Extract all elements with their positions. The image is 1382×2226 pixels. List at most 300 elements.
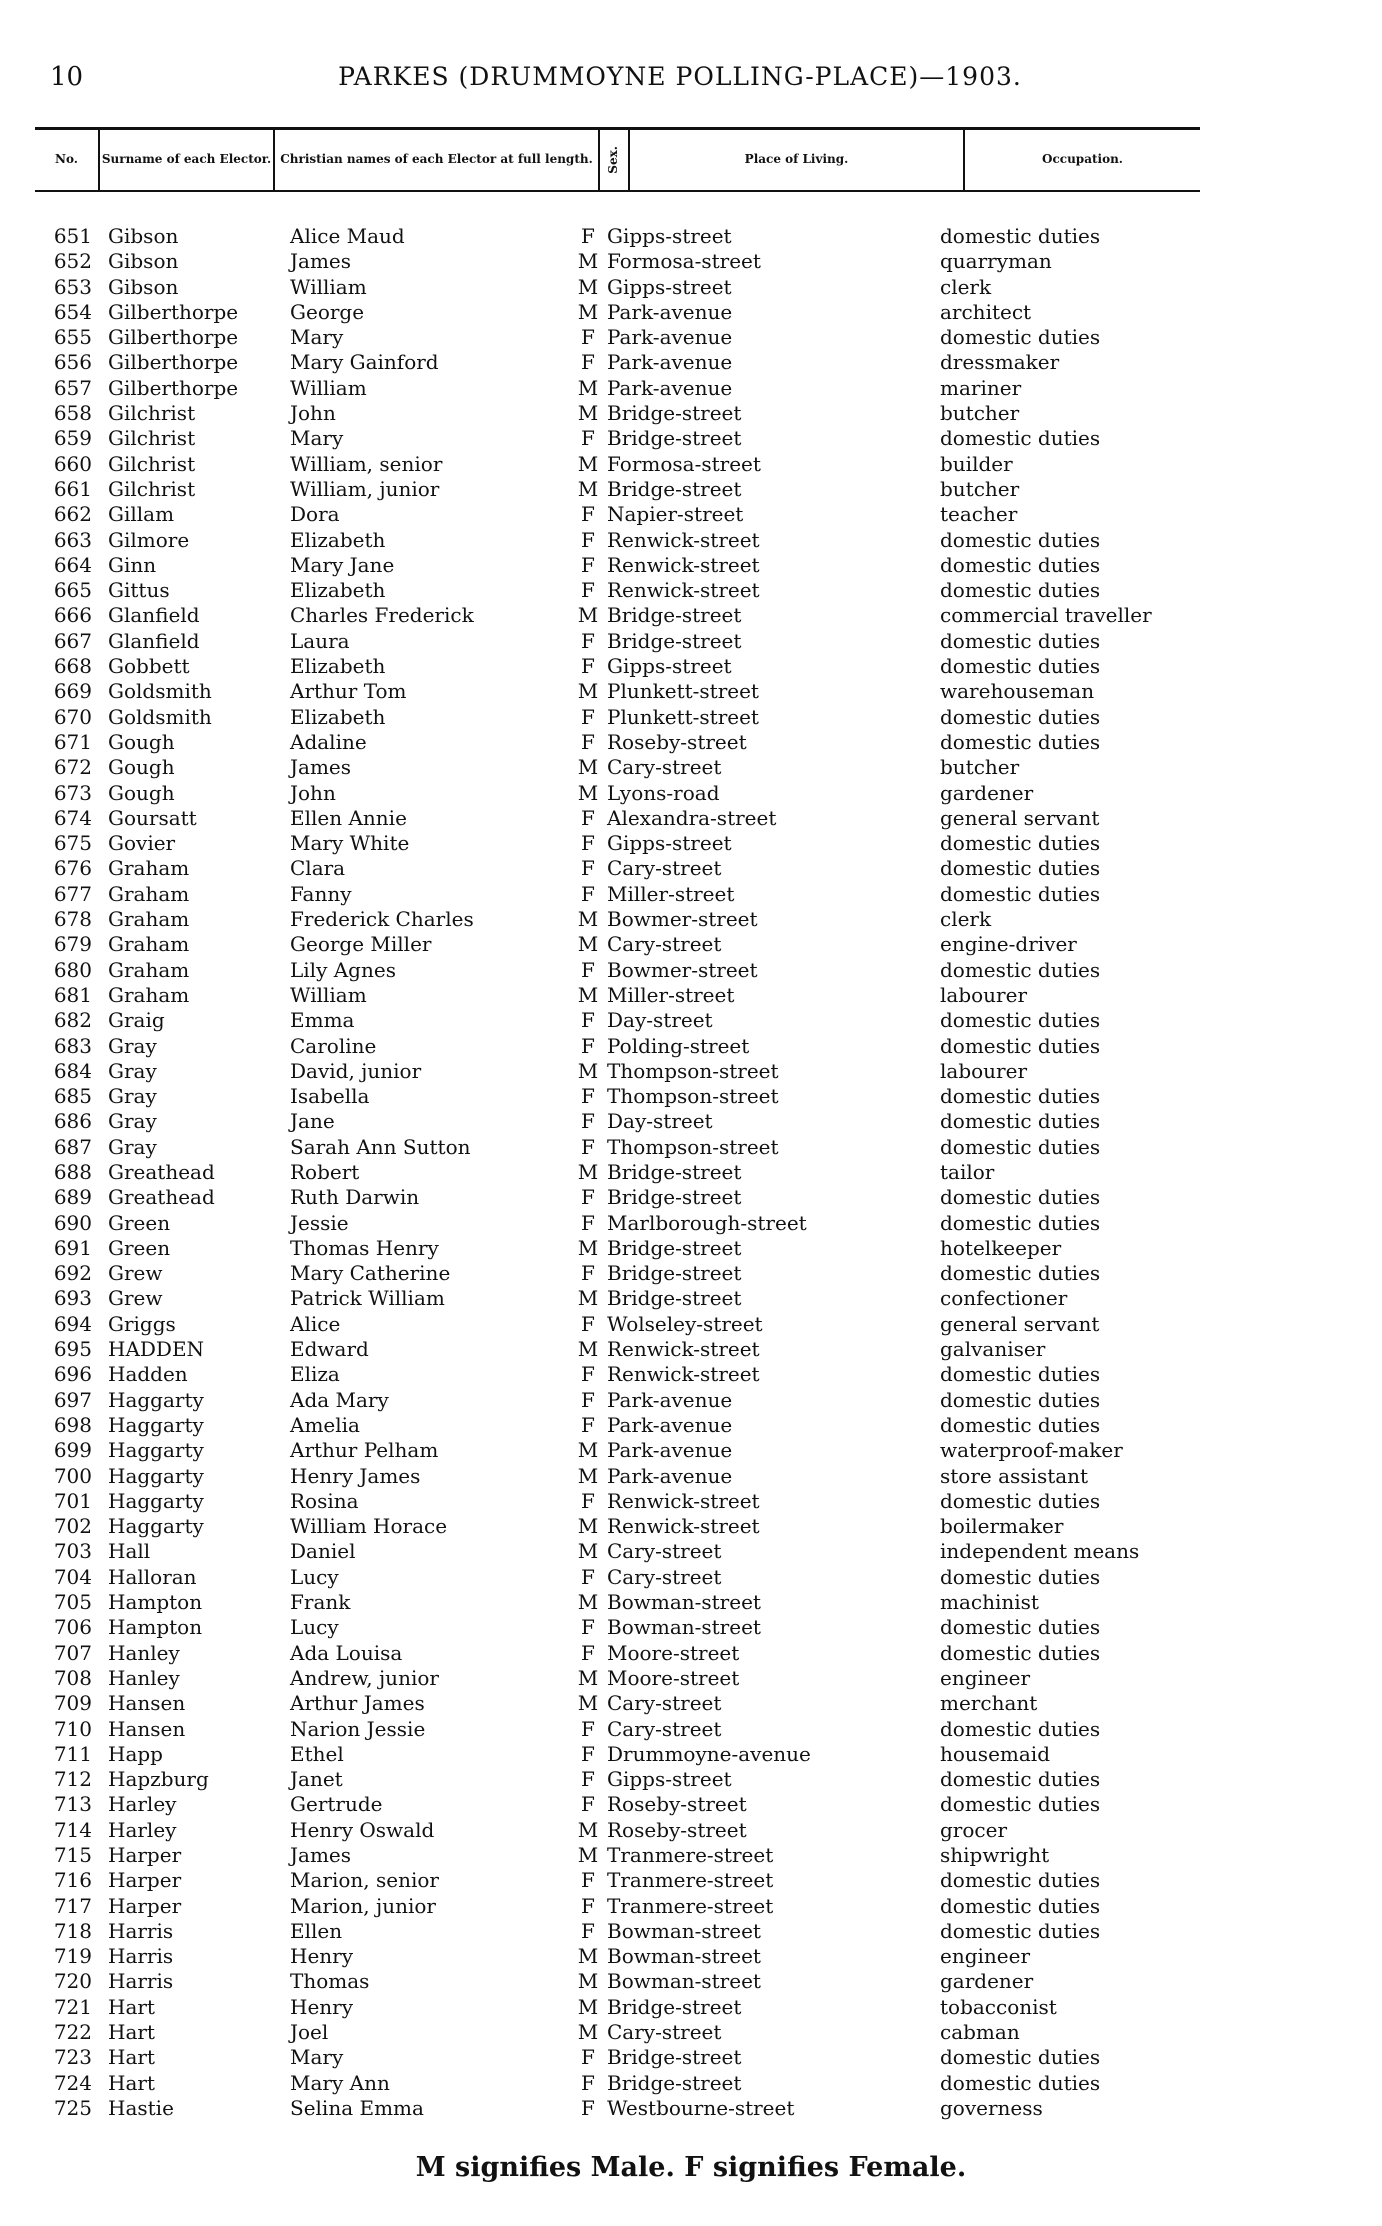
elector-occupation: domestic duties [940, 1134, 1101, 1159]
table-row [0, 325, 1382, 350]
elector-number: 661 [53, 476, 92, 501]
elector-given-names: Mary [290, 325, 344, 350]
elector-sex: F [581, 831, 595, 856]
elector-sex: M [577, 1539, 599, 1564]
elector-sex: F [581, 325, 595, 350]
elector-number: 665 [53, 578, 92, 603]
elector-occupation: engineer [940, 1665, 1031, 1690]
elector-sex: M [577, 1463, 599, 1488]
elector-number: 679 [53, 932, 92, 957]
elector-given-names: Joel [290, 2020, 329, 2045]
elector-surname: Hart [108, 2070, 155, 2095]
table-row [0, 1160, 1382, 1185]
elector-place: Gipps-street [607, 831, 732, 856]
elector-surname: Hadden [108, 1362, 188, 1387]
elector-occupation: cabman [940, 2020, 1020, 2045]
elector-place: Bridge-street [607, 628, 742, 653]
elector-occupation: domestic duties [940, 1640, 1101, 1665]
elector-given-names: Mary Jane [290, 552, 395, 577]
elector-place: Cary-street [607, 932, 722, 957]
elector-given-names: James [290, 1843, 352, 1867]
elector-place: Bridge-street [607, 2070, 742, 2095]
elector-place: Drummoyne-avenue [607, 1741, 811, 1766]
elector-given-names: Marion, senior [290, 1868, 439, 1893]
elector-given-names: Lily Agnes [290, 957, 396, 982]
elector-number: 712 [53, 1767, 92, 1792]
elector-surname: Hart [108, 2020, 155, 2045]
elector-surname: Hastie [108, 2095, 174, 2120]
elector-number: 710 [53, 1716, 92, 1741]
elector-sex: F [581, 704, 595, 729]
elector-number: 678 [53, 907, 92, 932]
elector-number: 698 [53, 1412, 92, 1437]
elector-number: 674 [53, 805, 92, 830]
elector-sex: M [577, 1969, 599, 1994]
table-row [0, 1388, 1382, 1413]
table-row [0, 1615, 1382, 1640]
elector-place: Bridge-street [607, 1159, 742, 1184]
table-row [0, 1362, 1382, 1387]
table-row [0, 1818, 1382, 1843]
elector-occupation: shipwright [940, 1843, 1050, 1867]
elector-surname: Grew [108, 1261, 163, 1286]
elector-occupation: builder [940, 451, 1013, 476]
elector-place: Thompson-street [607, 1134, 779, 1159]
elector-surname: Gilberthorpe [108, 299, 239, 324]
table-row [0, 730, 1382, 755]
elector-surname: Harris [108, 1969, 174, 1994]
elector-given-names: Gertrude [290, 1792, 383, 1817]
elector-surname: Haggarty [108, 1387, 204, 1412]
table-header [35, 127, 1200, 192]
table-row [0, 452, 1382, 477]
table-row [0, 603, 1382, 628]
table-row [0, 1919, 1382, 1944]
elector-place: Bridge-street [607, 1994, 742, 2019]
table-row [0, 2045, 1382, 2070]
elector-number: 713 [53, 1792, 92, 1817]
table-row [0, 1109, 1382, 1134]
elector-sex: F [581, 1918, 595, 1943]
elector-surname: Gray [108, 1033, 157, 1058]
elector-place: Alexandra-street [607, 805, 777, 830]
elector-given-names: Robert [290, 1159, 360, 1184]
elector-place: Bowman-street [607, 1590, 761, 1615]
elector-sex: F [581, 2045, 595, 2070]
elector-number: 724 [53, 2070, 92, 2095]
elector-surname: Halloran [108, 1564, 197, 1589]
elector-surname: Gibson [108, 249, 179, 274]
elector-surname: Greathead [108, 1159, 215, 1184]
elector-occupation: domestic duties [940, 831, 1101, 856]
elector-surname: Gilberthorpe [108, 350, 239, 375]
elector-occupation: commercial traveller [940, 603, 1152, 628]
elector-sex: F [581, 2070, 595, 2095]
elector-sex: F [581, 578, 595, 603]
elector-sex: F [581, 881, 595, 906]
table-row [0, 275, 1382, 300]
elector-place: Roseby-street [607, 729, 747, 754]
elector-sex: M [577, 476, 599, 501]
table-row [0, 1312, 1382, 1337]
elector-occupation: dressmaker [940, 350, 1060, 375]
elector-given-names: Henry [290, 1994, 354, 2019]
elector-given-names: Eliza [290, 1362, 340, 1387]
table-row [0, 1008, 1382, 1033]
elector-sex: F [581, 1008, 595, 1033]
elector-number: 656 [53, 350, 92, 375]
elector-given-names: Arthur Tom [290, 679, 407, 704]
elector-place: Park-avenue [607, 1438, 733, 1463]
elector-place: Bridge-street [607, 476, 742, 501]
elector-surname: Gray [108, 1058, 157, 1083]
elector-occupation: general servant [940, 805, 1100, 830]
elector-occupation: tailor [940, 1159, 995, 1184]
elector-place: Bowman-street [607, 1944, 761, 1969]
elector-surname: Ginn [108, 552, 157, 577]
table-row [0, 553, 1382, 578]
elector-surname: Harper [108, 1868, 182, 1893]
elector-place: Bowman-street [607, 1969, 761, 1994]
elector-given-names: Arthur Pelham [290, 1438, 439, 1463]
elector-place: Renwick-street [607, 1514, 760, 1539]
table-row [0, 578, 1382, 603]
elector-occupation: domestic duties [940, 729, 1101, 754]
elector-place: Park-avenue [607, 1463, 733, 1488]
elector-occupation: grocer [940, 1817, 1008, 1842]
elector-given-names: Amelia [290, 1412, 360, 1437]
elector-occupation: domestic duties [940, 1868, 1101, 1893]
elector-given-names: Ada Louisa [290, 1640, 403, 1665]
table-row [0, 755, 1382, 780]
elector-given-names: David, junior [290, 1058, 422, 1083]
elector-given-names: Janet [290, 1767, 343, 1792]
elector-number: 687 [53, 1134, 92, 1159]
elector-sex: F [581, 1109, 595, 1134]
elector-number: 706 [53, 1615, 92, 1640]
elector-number: 693 [53, 1286, 92, 1311]
table-row [0, 831, 1382, 856]
elector-number: 688 [53, 1159, 92, 1184]
elector-given-names: Andrew, junior [290, 1665, 439, 1690]
elector-number: 709 [53, 1691, 92, 1716]
elector-given-names: Thomas Henry [290, 1235, 439, 1260]
elector-occupation: galvaniser [940, 1337, 1046, 1362]
elector-sex: M [577, 780, 599, 805]
elector-surname: Graham [108, 957, 190, 982]
elector-given-names: Isabella [290, 1084, 370, 1109]
elector-given-names: Dora [290, 502, 340, 527]
elector-number: 663 [53, 527, 92, 552]
elector-surname: Graig [108, 1008, 165, 1033]
elector-surname: Hansen [108, 1716, 186, 1741]
elector-occupation: engineer [940, 1944, 1031, 1969]
elector-surname: Griggs [108, 1311, 176, 1336]
table-row [0, 502, 1382, 527]
elector-given-names: Frederick Charles [290, 907, 474, 932]
elector-occupation: domestic duties [940, 1033, 1101, 1058]
elector-place: Renwick-street [607, 1362, 760, 1387]
elector-number: 685 [53, 1084, 92, 1109]
table-row [0, 249, 1382, 274]
elector-sex: M [577, 932, 599, 957]
elector-place: Day-street [607, 1008, 713, 1033]
table-row [0, 1413, 1382, 1438]
table-row [0, 1717, 1382, 1742]
elector-number: 722 [53, 2020, 92, 2045]
elector-sex: M [577, 1590, 599, 1615]
elector-place: Thompson-street [607, 1058, 779, 1083]
elector-number: 696 [53, 1362, 92, 1387]
elector-sex: F [581, 224, 595, 248]
table-row [0, 1514, 1382, 1539]
elector-sex: F [581, 1716, 595, 1741]
elector-given-names: Henry James [290, 1463, 421, 1488]
table-row [0, 856, 1382, 881]
elector-number: 707 [53, 1640, 92, 1665]
elector-sex: F [581, 957, 595, 982]
elector-surname: Goldsmith [108, 679, 212, 704]
elector-surname: Hampton [108, 1615, 203, 1640]
elector-sex: M [577, 1235, 599, 1260]
elector-given-names: Arthur James [290, 1691, 425, 1716]
elector-place: Tranmere-street [607, 1893, 774, 1918]
elector-place: Miller-street [607, 982, 735, 1007]
table-row [0, 1489, 1382, 1514]
elector-sex: M [577, 249, 599, 274]
elector-occupation: domestic duties [940, 1716, 1101, 1741]
elector-surname: Haggarty [108, 1514, 204, 1539]
elector-occupation: domestic duties [940, 1767, 1101, 1792]
elector-occupation: engine-driver [940, 932, 1077, 957]
elector-number: 719 [53, 1944, 92, 1969]
elector-given-names: William, senior [290, 451, 443, 476]
elector-occupation: domestic duties [940, 1362, 1101, 1387]
table-row [0, 1211, 1382, 1236]
elector-surname: Gibson [108, 224, 179, 248]
elector-sex: M [577, 299, 599, 324]
elector-surname: Haggarty [108, 1438, 204, 1463]
elector-place: Renwick-street [607, 1337, 760, 1362]
elector-surname: Glanfield [108, 603, 200, 628]
elector-given-names: Ruth Darwin [290, 1185, 420, 1210]
elector-occupation: tobacconist [940, 1994, 1057, 2019]
elector-given-names: Narion Jessie [290, 1716, 426, 1741]
table-row [0, 1286, 1382, 1311]
elector-surname: Hansen [108, 1691, 186, 1716]
elector-number: 672 [53, 755, 92, 780]
elector-place: Moore-street [607, 1640, 740, 1665]
elector-surname: Goldsmith [108, 704, 212, 729]
table-row [0, 907, 1382, 932]
table-row [0, 932, 1382, 957]
elector-place: Roseby-street [607, 1817, 747, 1842]
elector-number: 704 [53, 1564, 92, 1589]
table-row [0, 806, 1382, 831]
elector-number: 680 [53, 957, 92, 982]
elector-surname: Greathead [108, 1185, 215, 1210]
elector-occupation: domestic duties [940, 1893, 1101, 1918]
elector-surname: Gibson [108, 274, 179, 299]
elector-surname: Gray [108, 1084, 157, 1109]
elector-surname: Gilberthorpe [108, 375, 239, 400]
page-number: 10 [50, 62, 84, 92]
table-row [0, 1261, 1382, 1286]
elector-sex: M [577, 2020, 599, 2045]
elector-number: 670 [53, 704, 92, 729]
elector-place: Marlborough-street [607, 1210, 807, 1235]
elector-surname: Haggarty [108, 1488, 204, 1513]
table-row [0, 376, 1382, 401]
elector-given-names: Selina Emma [290, 2095, 424, 2120]
elector-sex: F [581, 1185, 595, 1210]
elector-number: 703 [53, 1539, 92, 1564]
table-row [0, 882, 1382, 907]
elector-occupation: machinist [940, 1590, 1039, 1615]
elector-number: 658 [53, 401, 92, 426]
table-row [0, 679, 1382, 704]
elector-occupation: domestic duties [940, 1109, 1101, 1134]
elector-sex: F [581, 1564, 595, 1589]
elector-given-names: Edward [290, 1337, 369, 1362]
elector-number: 664 [53, 552, 92, 577]
elector-surname: Harris [108, 1918, 174, 1943]
elector-surname: Hart [108, 1994, 155, 2019]
elector-place: Park-avenue [607, 299, 733, 324]
elector-occupation: domestic duties [940, 1261, 1101, 1286]
elector-given-names: Elizabeth [290, 578, 386, 603]
elector-place: Bowmer-street [607, 907, 758, 932]
elector-surname: Green [108, 1235, 171, 1260]
elector-occupation: domestic duties [940, 1412, 1101, 1437]
elector-number: 716 [53, 1868, 92, 1893]
elector-surname: Gilchrist [108, 451, 196, 476]
elector-occupation: store assistant [940, 1463, 1089, 1488]
elector-number: 662 [53, 502, 92, 527]
elector-number: 692 [53, 1261, 92, 1286]
table-row [0, 1995, 1382, 2020]
elector-number: 657 [53, 375, 92, 400]
table-row [0, 1590, 1382, 1615]
table-row [0, 2020, 1382, 2045]
elector-occupation: housemaid [940, 1741, 1050, 1766]
column-header-surname: Surname of each Elector. [100, 130, 275, 190]
elector-occupation: gardener [940, 1969, 1034, 1994]
elector-place: Cary-street [607, 1539, 722, 1564]
elector-occupation: domestic duties [940, 552, 1101, 577]
elector-occupation: domestic duties [940, 2070, 1101, 2095]
elector-number: 660 [53, 451, 92, 476]
elector-number: 684 [53, 1058, 92, 1083]
elector-place: Plunkett-street [607, 679, 759, 704]
elector-sex: F [581, 654, 595, 679]
elector-number: 655 [53, 325, 92, 350]
elector-given-names: William [290, 982, 367, 1007]
elector-given-names: Henry Oswald [290, 1817, 435, 1842]
elector-number: 690 [53, 1210, 92, 1235]
elector-surname: Gillam [108, 502, 175, 527]
column-header-occupation: Occupation. [1042, 152, 1123, 167]
elector-place: Roseby-street [607, 1792, 747, 1817]
elector-surname: Gray [108, 1134, 157, 1159]
elector-place: Renwick-street [607, 1488, 760, 1513]
elector-place: Bridge-street [607, 603, 742, 628]
elector-surname: Gough [108, 755, 175, 780]
elector-place: Park-avenue [607, 375, 733, 400]
elector-sex: M [577, 451, 599, 476]
elector-sex: F [581, 1741, 595, 1766]
elector-sex: M [577, 1286, 599, 1311]
table-row [0, 224, 1382, 249]
elector-occupation: domestic duties [940, 1488, 1101, 1513]
elector-occupation: domestic duties [940, 1210, 1101, 1235]
elector-occupation: merchant [940, 1691, 1038, 1716]
column-header-place: Place of Living. [630, 130, 965, 190]
elector-given-names: Laura [290, 628, 350, 653]
elector-given-names: James [290, 249, 352, 274]
elector-surname: Hanley [108, 1640, 180, 1665]
elector-given-names: Elizabeth [290, 527, 386, 552]
elector-sex: M [577, 1058, 599, 1083]
elector-sex: M [577, 1944, 599, 1969]
elector-place: Park-avenue [607, 1387, 733, 1412]
elector-place: Gipps-street [607, 274, 732, 299]
elector-place: Bridge-street [607, 1286, 742, 1311]
elector-sex: M [577, 907, 599, 932]
elector-sex: F [581, 527, 595, 552]
elector-number: 705 [53, 1590, 92, 1615]
elector-number: 659 [53, 426, 92, 451]
table-row [0, 1742, 1382, 1767]
elector-number: 711 [53, 1741, 92, 1766]
column-header-sex [600, 130, 630, 190]
elector-given-names: Ellen Annie [290, 805, 407, 830]
table-row [0, 1666, 1382, 1691]
elector-surname: Happ [108, 1741, 163, 1766]
elector-occupation: domestic duties [940, 578, 1101, 603]
elector-place: Park-avenue [607, 350, 733, 375]
table-row [0, 1185, 1382, 1210]
table-row [0, 1084, 1382, 1109]
elector-given-names: Lucy [290, 1564, 339, 1589]
elector-sex: F [581, 1488, 595, 1513]
elector-sex: M [577, 982, 599, 1007]
elector-sex: F [581, 1893, 595, 1918]
elector-surname: Hapzburg [108, 1767, 209, 1792]
elector-place: Polding-street [607, 1033, 750, 1058]
elector-occupation: waterproof-maker [940, 1438, 1123, 1463]
elector-number: 714 [53, 1817, 92, 1842]
elector-sex: F [581, 805, 595, 830]
elector-given-names: Charles Frederick [290, 603, 474, 628]
elector-occupation: confectioner [940, 1286, 1068, 1311]
elector-given-names: Jessie [290, 1210, 349, 1235]
elector-given-names: Jane [290, 1109, 335, 1134]
elector-place: Formosa-street [607, 451, 761, 476]
table-row [0, 1565, 1382, 1590]
elector-occupation: butcher [940, 401, 1020, 426]
elector-given-names: William [290, 375, 367, 400]
elector-number: 702 [53, 1514, 92, 1539]
elector-sex: F [581, 426, 595, 451]
elector-number: 666 [53, 603, 92, 628]
elector-surname: Gilmore [108, 527, 190, 552]
table-row [0, 1767, 1382, 1792]
elector-place: Napier-street [607, 502, 744, 527]
elector-surname: Gilchrist [108, 426, 196, 451]
elector-place: Cary-street [607, 755, 722, 780]
elector-occupation: domestic duties [940, 2045, 1101, 2070]
